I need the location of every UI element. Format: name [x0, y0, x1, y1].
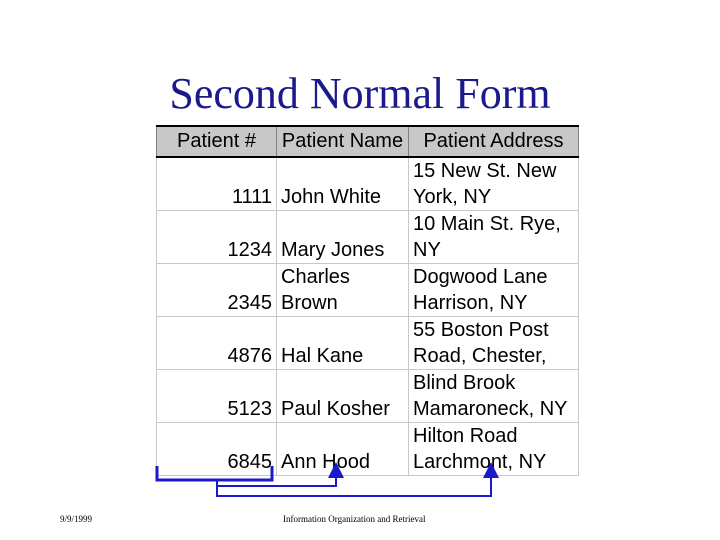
patient-address-line-2: NY	[413, 239, 441, 261]
slide-title: Second Normal Form	[169, 69, 551, 118]
column-header-patient-name: Patient Name	[277, 126, 409, 157]
patient-number-cell: 5123	[157, 370, 277, 423]
patient-address-line-2: York, NY	[413, 186, 492, 208]
patient-address-line-1: 15 New St. New	[413, 160, 557, 182]
footer-date: 9/9/1999	[60, 514, 93, 524]
patient-address-line-2: Larchmont, NY	[413, 451, 547, 473]
address-dependency-arrow	[217, 470, 491, 496]
patient-address-line-2: Harrison, NY	[413, 292, 528, 314]
patient-address-line-1: 10 Main St. Rye,	[413, 213, 561, 235]
patient-address-line-1: Hilton Road	[413, 425, 518, 447]
name-dependency-arrow	[217, 470, 336, 486]
patient-number-cell: 6845	[157, 423, 277, 476]
key-bracket-line	[157, 466, 272, 480]
patient-name-line-2: Hal Kane	[281, 345, 364, 367]
column-header-patient-number: Patient #	[157, 126, 277, 157]
patient-name-line-2: Paul Kosher	[281, 398, 390, 420]
patient-number-cell: 2345	[157, 264, 277, 317]
patient-number-cell: 1111	[157, 157, 277, 211]
column-header-patient-address: Patient Address	[409, 126, 579, 157]
patient-address-line-1: Blind Brook	[413, 372, 516, 394]
footer-course-title: Information Organization and Retrieval	[283, 514, 426, 524]
patient-name-line-1: Charles	[281, 266, 350, 288]
patient-address-line-2: Mamaroneck, NY	[413, 398, 568, 420]
patient-address-line-1: Dogwood Lane	[413, 266, 548, 288]
patient-name-line-2: Mary Jones	[281, 239, 385, 261]
patient-address-line-1: 55 Boston Post	[413, 319, 549, 341]
patient-number-cell: 1234	[157, 211, 277, 264]
patient-name-line-2: Brown	[281, 292, 338, 314]
patient-number-cell: 4876	[157, 317, 277, 370]
patient-name-line-2: Ann Hood	[281, 451, 370, 473]
patient-name-line-2: John White	[281, 186, 382, 208]
patient-address-line-2: Road, Chester,	[413, 345, 547, 367]
